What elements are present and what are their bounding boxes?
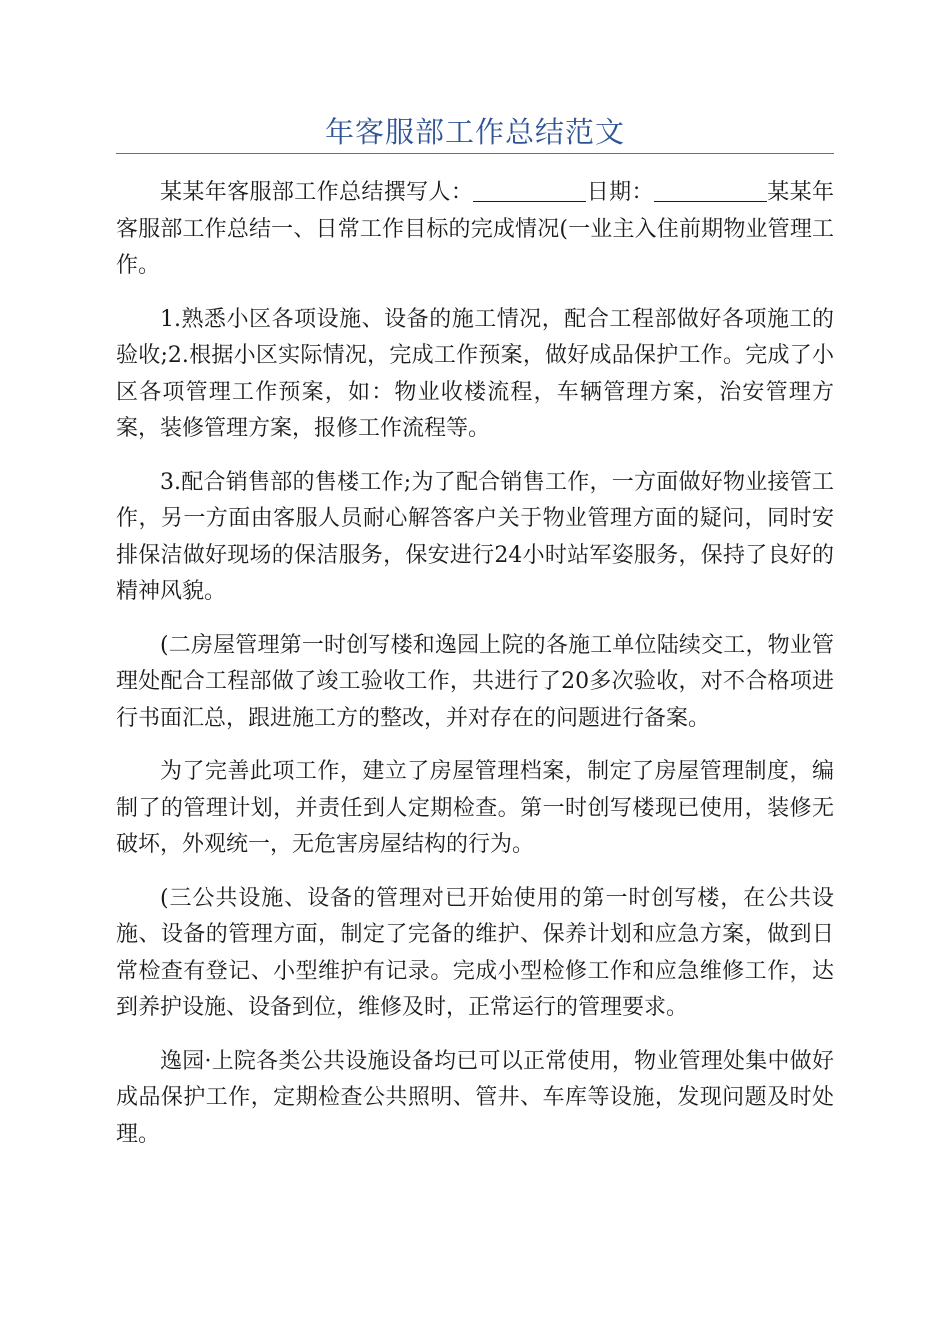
body-paragraph: (二房屋管理第一时创写楼和逸园上院的各施工单位陆续交工，物业管理处配合工程部做了竣工验收工作，共进行了20多次验收，对不合格项进行书面汇总，跟进施工方的整改，并对存在的问题进行备案。 bbox=[116, 632, 834, 731]
date-blank-line bbox=[654, 179, 767, 202]
title-underline bbox=[116, 153, 834, 154]
document-title: 年客服部工作总结范文 bbox=[324, 115, 625, 149]
body-paragraph: 1.熟悉小区各项设施、设备的施工情况，配合工程部做好各项施工的验收;2.根据小区实际情况，完成工作预案，做好成品保护工作。完成了小区各项管理工作预案，如：物业收楼流程，车辆管理方案，治安管理方案，装修管理方案，报修工作流程等。 bbox=[116, 306, 834, 441]
body-paragraph: 3.配合销售部的售楼工作;为了配合销售工作，一方面做好物业接管工作，另一方面由客服人员耐心解答客户关于物业管理方面的疑问，同时安排保洁做好现场的保洁服务，保安进行24小时站军姿服务，保持了良好的精神风貌。 bbox=[116, 469, 834, 604]
intro-paragraph bbox=[116, 175, 834, 285]
intro-text: 某某年客服部工作总结一、日常工作目标的完成情况(一业主入住前期物业管理工作。 bbox=[116, 180, 834, 278]
body-paragraph: (三公共设施、设备的管理对已开始使用的第一时创写楼，在公共设施、设备的管理方面，制定了完备的维护、保养计划和应急方案，做到日常检查有登记、小型维护有记录。完成小型检修工作和应急维修工作，达到养护设施、设备到位，维修及时，正常运行的管理要求。 bbox=[116, 885, 834, 1020]
author-blank-line bbox=[473, 179, 586, 202]
document-body bbox=[116, 175, 834, 1170]
body-paragraph: 为了完善此项工作，建立了房屋管理档案，制定了房屋管理制度，编制了的管理计划，并责任到人定期检查。第一时创写楼现已使用，装修无破坏，外观统一，无危害房屋结构的行为。 bbox=[116, 759, 834, 857]
body-paragraph: 逸园·上院各类公共设施设备均已可以正常使用，物业管理处集中做好成品保护工作，定期检查公共照明、管井、车库等设施，发现问题及时处理。 bbox=[116, 1048, 834, 1147]
author-label: 某某年客服部工作总结撰写人： bbox=[160, 180, 474, 205]
date-label: 日期： bbox=[586, 180, 654, 205]
